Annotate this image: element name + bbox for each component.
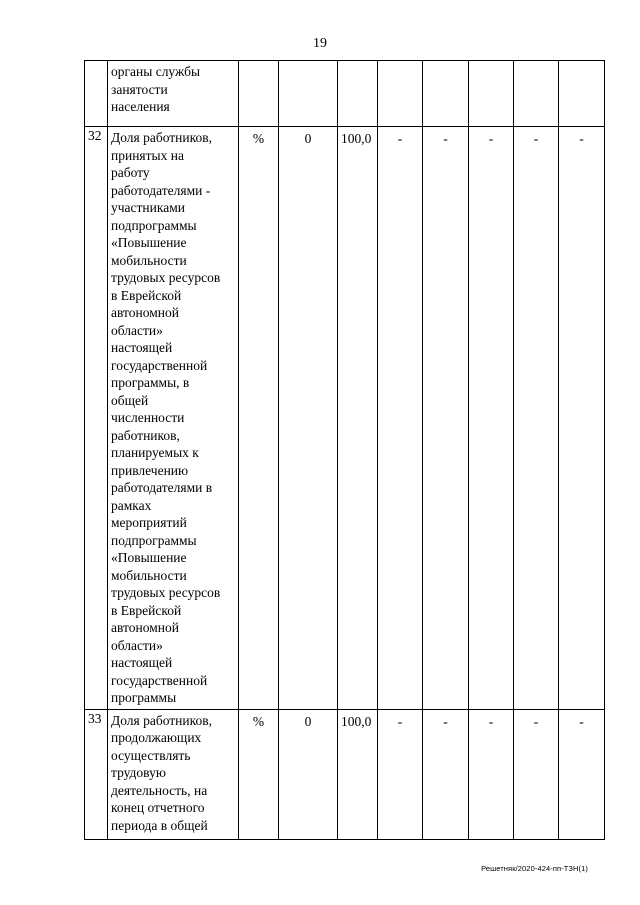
year-value-cell xyxy=(514,61,559,127)
target-value-cell: 100,0 xyxy=(338,127,378,710)
page-number: 19 xyxy=(313,36,327,51)
indicator-name-line: трудовых ресурсов xyxy=(111,585,221,600)
base-value-cell: 0 xyxy=(279,709,338,839)
year-value-cell: - xyxy=(469,709,514,839)
row-number-cell xyxy=(85,61,108,127)
target-value-cell xyxy=(338,61,378,127)
indicator-name-line: работу xyxy=(111,165,150,180)
year-value-cell: - xyxy=(514,127,559,710)
table-row xyxy=(85,61,605,127)
indicator-name-line: настоящей xyxy=(111,340,173,355)
indicator-name-line: населения xyxy=(111,99,170,114)
year-value-cell: - xyxy=(559,709,605,839)
base-value-cell: 0 xyxy=(279,127,338,710)
year-value-cell xyxy=(378,61,423,127)
indicator-name-line: общей xyxy=(111,392,149,408)
base-value-cell xyxy=(279,61,338,127)
year-value-cell: - xyxy=(378,709,423,839)
indicator-name-line: деятельность, на xyxy=(111,782,208,798)
indicator-name-line: подпрограммы xyxy=(111,532,197,548)
indicator-name-cell xyxy=(108,709,239,839)
year-value-cell: - xyxy=(514,709,559,839)
indicator-name-cell xyxy=(108,61,239,127)
indicator-name-line: периода в общей xyxy=(111,817,208,833)
indicator-name-line: области» xyxy=(111,322,163,338)
indicator-name-line: трудовую xyxy=(111,765,166,780)
year-value-cell: - xyxy=(423,709,469,839)
indicator-name-line: работодателями в xyxy=(111,480,213,495)
indicator-name-line: Доля работников, xyxy=(111,712,213,728)
indicator-name-line: планируемых к xyxy=(111,445,199,460)
row-number-cell: 32 xyxy=(85,127,108,710)
unit-cell xyxy=(239,61,279,127)
indicator-name-line: участниками xyxy=(111,200,185,215)
indicator-name-line: в Еврейской xyxy=(111,602,182,618)
year-value-cell: - xyxy=(378,127,423,710)
indicator-name-line: «Повышение xyxy=(111,235,187,250)
row-number-cell: 33 xyxy=(85,709,108,839)
target-value-cell: 100,0 xyxy=(338,709,378,839)
indicator-name-line: принятых на xyxy=(111,147,184,163)
indicator-name-line: государственной xyxy=(111,357,208,373)
indicator-name-line: программы, в xyxy=(111,375,190,390)
indicator-name-line: области» xyxy=(111,637,163,653)
indicator-name-line: продолжающих xyxy=(111,730,202,745)
indicator-name-line: трудовых ресурсов xyxy=(111,270,221,285)
year-value-cell xyxy=(423,61,469,127)
indicator-name-line: работодателями - xyxy=(111,182,211,198)
indicator-name-line: органы службы xyxy=(111,64,201,79)
indicator-name-line: работников, xyxy=(111,427,180,443)
indicator-name-cell xyxy=(108,127,239,710)
indicator-name-line: «Повышение xyxy=(111,550,187,565)
unit-cell: % xyxy=(239,709,279,839)
year-value-cell xyxy=(469,61,514,127)
table-row xyxy=(85,709,605,839)
table-row xyxy=(85,127,605,710)
indicator-name-line: в Еврейской xyxy=(111,287,182,303)
indicator-name-line: настоящей xyxy=(111,655,173,670)
indicator-name-line: занятости xyxy=(111,81,168,97)
year-value-cell: - xyxy=(559,127,605,710)
indicator-name-line: мобильности xyxy=(111,252,187,268)
year-value-cell: - xyxy=(423,127,469,710)
indicators-table xyxy=(84,60,605,840)
indicator-name-line: подпрограммы xyxy=(111,217,197,233)
indicator-name-line: программы xyxy=(111,690,177,705)
indicator-name-line: автономной xyxy=(111,620,179,635)
year-value-cell xyxy=(559,61,605,127)
indicator-name-line: привлечению xyxy=(111,462,189,478)
indicator-name-line: осуществлять xyxy=(111,747,191,763)
indicator-name-line: численности xyxy=(111,410,185,425)
indicator-name-line: рамках xyxy=(111,497,152,513)
year-value-cell: - xyxy=(469,127,514,710)
indicator-name-line: мобильности xyxy=(111,567,187,583)
indicator-name-line: государственной xyxy=(111,672,208,688)
indicator-name-line: мероприятий xyxy=(111,515,187,530)
indicator-name-line: автономной xyxy=(111,305,179,320)
unit-cell: % xyxy=(239,127,279,710)
indicator-name-line: конец отчетного xyxy=(111,800,205,815)
document-code: Решетняк/2020-424-пп-ТЗН(1) xyxy=(481,864,588,873)
indicator-name-line: Доля работников, xyxy=(111,130,213,145)
